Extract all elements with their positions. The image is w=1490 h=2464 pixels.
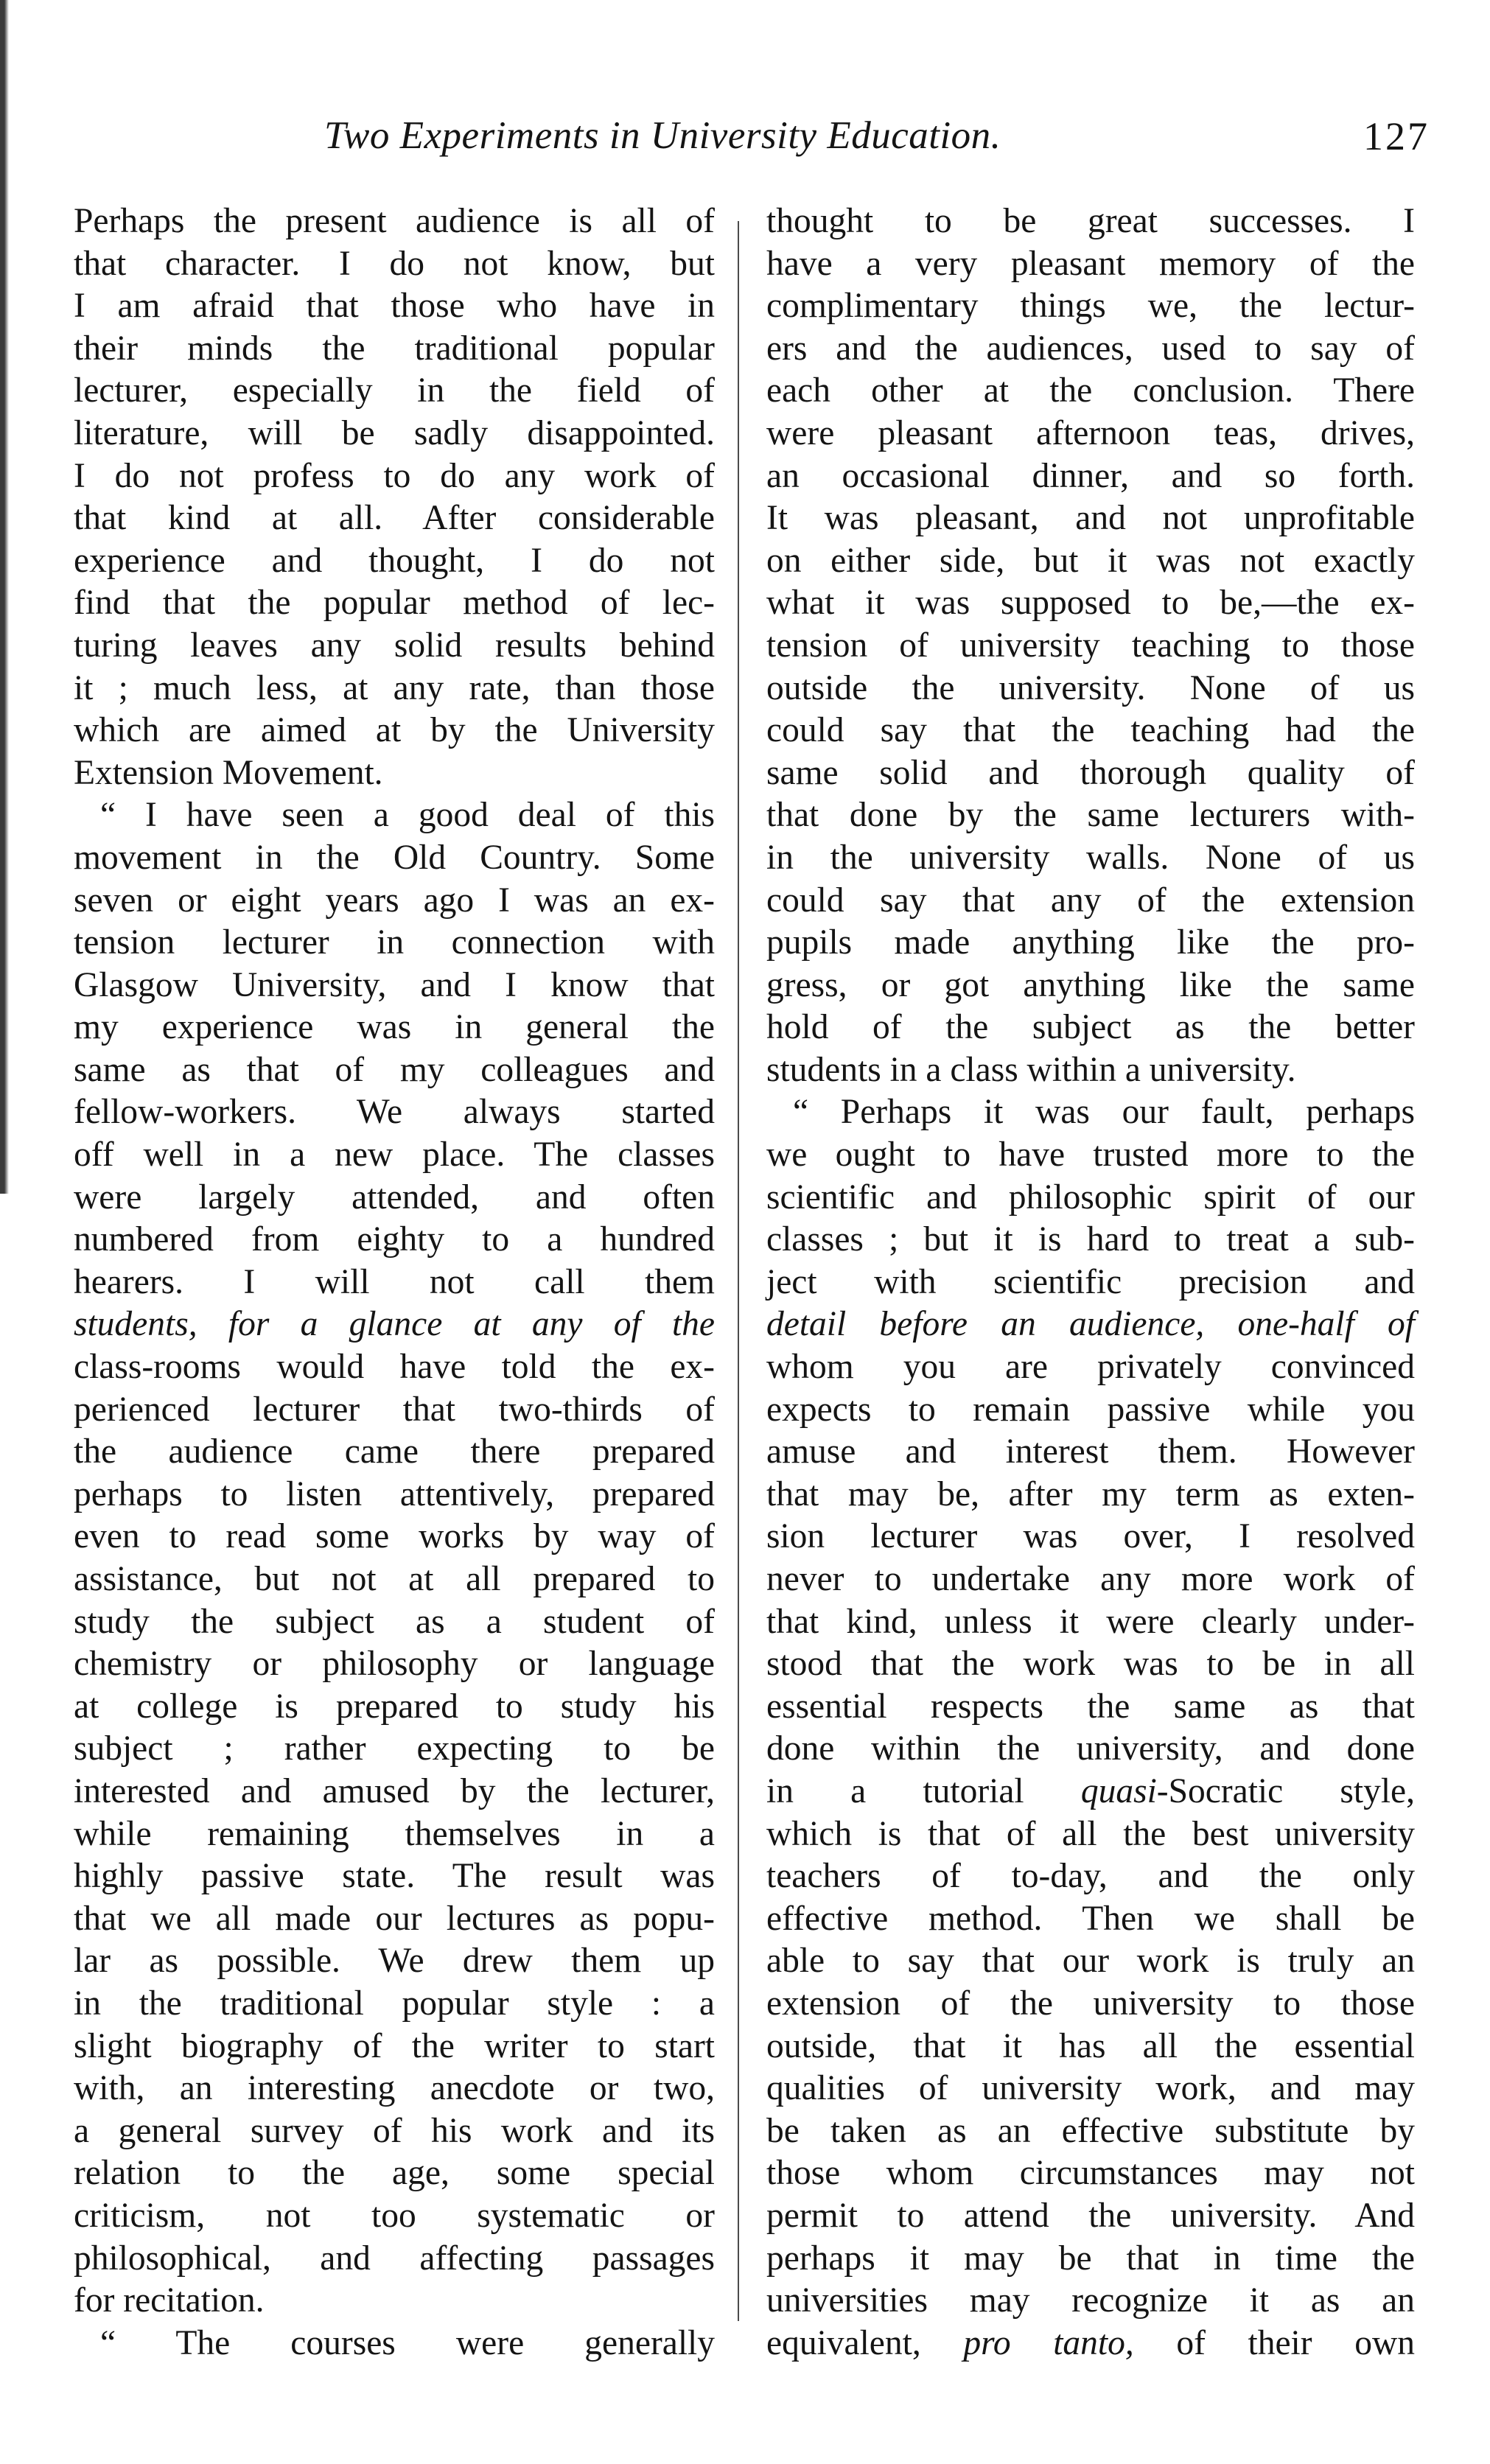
text-line: able to say that our work is truly an: [766, 1942, 1415, 1981]
text-line: even to read some works by way of: [74, 1517, 715, 1556]
text-line: assistance, but not at all prepared to: [74, 1560, 715, 1598]
text-line: chemistry or philosophy or language: [74, 1645, 715, 1684]
text-line: ject with scientific precision and: [766, 1262, 1415, 1301]
text-line: what it was supposed to be,—the ex-: [766, 584, 1415, 623]
text-line: detail before an audience, one-half of: [766, 1305, 1415, 1344]
text-line: hold of the subject as the better: [766, 1008, 1415, 1047]
text-line: were pleasant afternoon teas, drives,: [766, 413, 1415, 452]
text-line: effective method. Then we shall be: [766, 1899, 1415, 1938]
text-line: their minds the traditional popular: [74, 329, 715, 368]
text-line: criticism, not too systematic or: [74, 2196, 715, 2235]
column-divider: [738, 221, 739, 2321]
text-line: that kind at all. After considerable: [74, 499, 715, 538]
text-line: that may be, after my term as exten-: [766, 1474, 1415, 1513]
left-text-column: [74, 200, 715, 2365]
text-line: students, for a glance at any of the: [74, 1305, 715, 1344]
text-line: perhaps to listen attentively, prepared: [74, 1474, 715, 1513]
text-line: It was pleasant, and not unprofitable: [766, 499, 1415, 538]
text-line: while remaining themselves in a: [74, 1814, 715, 1853]
text-line: extension of the university to those: [766, 1984, 1415, 2023]
text-line: it ; much less, at any rate, than those: [74, 668, 715, 707]
text-line: hearers. I will not call them: [74, 1262, 715, 1301]
text-line: that kind, unless it were clearly under-: [766, 1602, 1415, 1641]
text-line: stood that the work was to be in all: [766, 1645, 1415, 1684]
text-line: lar as possible. We drew them up: [74, 1942, 715, 1981]
text-line: students in a class within a university.: [766, 1050, 1296, 1089]
text-line: teachers of to-day, and the only: [766, 1857, 1415, 1896]
text-line: scientific and philosophic spirit of our: [766, 1177, 1415, 1217]
text-line: gress, or got anything like the same: [766, 965, 1415, 1004]
text-line: off well in a new place. The classes: [74, 1135, 715, 1175]
text-line: essential respects the same as that: [766, 1687, 1415, 1726]
text-line: highly passive state. The result was: [74, 1857, 715, 1896]
text-line: interested and amused by the lecturer,: [74, 1771, 715, 1810]
text-line: tension of university teaching to those: [766, 626, 1415, 665]
text-line: the audience came there prepared: [74, 1432, 715, 1471]
text-line: that character. I do not know, but: [74, 244, 715, 283]
text-line: that done by the same lecturers with-: [766, 796, 1415, 835]
text-line: be taken as an effective substitute by: [766, 2111, 1415, 2150]
text-line: whom you are privately convinced: [766, 1348, 1415, 1387]
text-line: tension lecturer in connection with: [74, 923, 715, 962]
text-line: those whom circumstances may not: [766, 2154, 1415, 2193]
text-line: never to undertake any more work of: [766, 1560, 1415, 1598]
text-line: slight biography of the writer to start: [74, 2026, 715, 2065]
text-line: study the subject as a student of: [74, 1602, 715, 1641]
text-line: qualities of university work, and may: [766, 2069, 1415, 2108]
text-line: movement in the Old Country. Some: [74, 838, 715, 877]
text-line: same as that of my colleagues and: [74, 1050, 715, 1089]
text-line: in the traditional popular style : a: [74, 1984, 715, 2023]
text-line: Glasgow University, and I know that: [74, 965, 715, 1004]
text-line: have a very pleasant memory of the: [766, 244, 1415, 283]
text-line: each other at the conclusion. There: [766, 371, 1415, 410]
text-line: thought to be great successes. I: [766, 202, 1415, 240]
text-line: perienced lecturer that two-thirds of: [74, 1390, 715, 1429]
text-line: that we all made our lectures as popu-: [74, 1899, 715, 1938]
text-line: at college is prepared to study his: [74, 1687, 715, 1726]
text-line: same solid and thorough quality of: [766, 753, 1415, 792]
text-line: pupils made anything like the pro-: [766, 923, 1415, 962]
running-title: Two Experiments in University Education.: [324, 114, 1001, 157]
text-line: fellow-workers. We always started: [74, 1093, 715, 1132]
text-line: subject ; rather expecting to be: [74, 1729, 715, 1768]
page-number: 127: [1363, 114, 1430, 158]
text-line: which are aimed at by the University: [74, 711, 715, 750]
text-line: we ought to have trusted more to the: [766, 1135, 1415, 1175]
text-line: which is that of all the best university: [766, 1814, 1415, 1853]
text-line: outside, that it has all the essential: [766, 2026, 1415, 2065]
text-line: I do not profess to do any work of: [74, 456, 715, 495]
text-line: amuse and interest them. However: [766, 1432, 1415, 1471]
text-line: were largely attended, and often: [74, 1177, 715, 1217]
text-line: I am afraid that those who have in: [74, 287, 715, 326]
text-line: literature, will be sadly disappointed.: [74, 413, 715, 452]
text-line: Extension Movement.: [74, 753, 383, 792]
page-header: [74, 111, 1430, 169]
text-line: sion lecturer was over, I resolved: [766, 1517, 1415, 1556]
text-line: an occasional dinner, and so forth.: [766, 456, 1415, 495]
text-line: with, an interesting anecdote or two,: [74, 2069, 715, 2108]
text-line: a general survey of his work and its: [74, 2111, 715, 2150]
text-line: lecturer, especially in the field of: [74, 371, 715, 410]
text-line: universities may recognize it as an: [766, 2281, 1415, 2320]
text-line: class-rooms would have told the ex-: [74, 1348, 715, 1387]
text-line: relation to the age, some special: [74, 2154, 715, 2193]
text-line: “ I have seen a good deal of this: [100, 796, 715, 835]
text-line: “ The courses were generally: [100, 2323, 715, 2362]
text-line: philosophical, and affecting passages: [74, 2239, 715, 2278]
text-line: in the university walls. None of us: [766, 838, 1415, 877]
book-binding-edge: [0, 0, 12, 1194]
text-line: done within the university, and done: [766, 1729, 1415, 1768]
text-line: equivalent, pro tanto, of their own: [766, 2323, 1415, 2362]
text-line: seven or eight years ago I was an ex-: [74, 881, 715, 920]
text-line: “ Perhaps it was our fault, perhaps: [793, 1093, 1415, 1132]
right-text-column: [766, 200, 1415, 2365]
text-line: ers and the audiences, used to say of: [766, 329, 1415, 368]
text-line: could say that the teaching had the: [766, 711, 1415, 750]
text-line: expects to remain passive while you: [766, 1390, 1415, 1429]
text-line: turing leaves any solid results behind: [74, 626, 715, 665]
text-line: could say that any of the extension: [766, 881, 1415, 920]
text-line: my experience was in general the: [74, 1008, 715, 1047]
text-line: perhaps it may be that in time the: [766, 2239, 1415, 2278]
text-line: classes ; but it is hard to treat a sub-: [766, 1220, 1415, 1259]
text-line: outside the university. None of us: [766, 668, 1415, 707]
text-line: experience and thought, I do not: [74, 541, 715, 580]
text-line: Perhaps the present audience is all of: [74, 202, 715, 240]
text-line: for recitation.: [74, 2281, 265, 2320]
text-line: find that the popular method of lec-: [74, 584, 715, 623]
text-line: permit to attend the university. And: [766, 2196, 1415, 2235]
text-line: in a tutorial quasi-Socratic style,: [766, 1771, 1415, 1810]
text-line: complimentary things we, the lectur-: [766, 287, 1415, 326]
text-line: on either side, but it was not exactly: [766, 541, 1415, 580]
text-line: numbered from eighty to a hundred: [74, 1220, 715, 1259]
